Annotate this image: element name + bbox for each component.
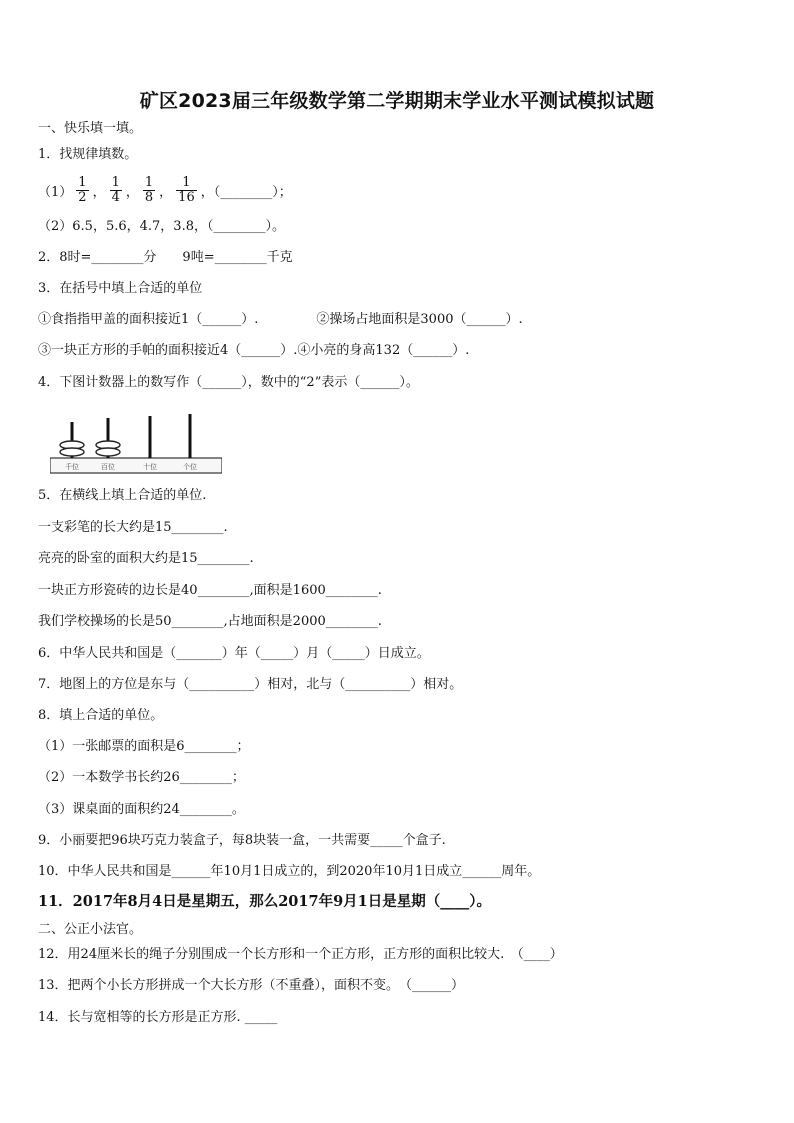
question-3-item-d: ④小亮的身高132（______）. <box>297 343 470 358</box>
question-3-row-2 <box>38 342 469 360</box>
fraction: $\frac{1}{4}$ <box>111 174 120 205</box>
svg-text:个位: 个位 <box>183 463 197 471</box>
question-3-item-a: ①食指指甲盖的面积接近1（______）. <box>38 312 259 327</box>
question-4: 4．下图计数器上的数写作（______），数中的“2”表示（______）。 <box>38 375 419 390</box>
fraction: $\frac{1}{16}$ <box>178 174 195 205</box>
question-13: 13．把两个小长方形拼成一个大长方形（不重叠），面积不变。 （______） <box>38 978 465 993</box>
question-8-part-3: （3）课桌面的面积约24________。 <box>38 802 245 817</box>
question-5-item-a: 一支彩笔的长大约是15________. <box>38 520 228 535</box>
question-12: 12．用24厘米长的绳子分别围成一个长方形和一个正方形，正方形的面积比较大. （____） <box>38 947 563 962</box>
question-2: 2．8时=________分 9吨=________千克 <box>38 250 293 265</box>
question-14: 14．长与宽相等的长方形是正方形. _____ <box>38 1010 278 1025</box>
question-3-item-b: ②操场占地面积是3000（______）. <box>316 312 523 327</box>
question-3-item-c: ③一块正方形的手帕的面积接近4（______）. <box>38 343 298 358</box>
question-7: 7．地图上的方位是东与（__________）相对，北与（__________）相对。 <box>38 677 463 692</box>
question-8: 8．填上合适的单位。 <box>38 708 164 723</box>
question-8-part-2: （2）一本数学书长约26________； <box>38 770 245 785</box>
part-label: （1） <box>38 184 73 200</box>
fraction: $\frac{1}{8}$ <box>144 174 154 205</box>
answer-blank: ，（________）； <box>200 184 292 200</box>
question-8-part-1: （1）一张邮票的面积是6________； <box>38 739 250 754</box>
question-1-part-2: （2）6.5，5.6，4.7，3.8，（________）。 <box>38 219 285 234</box>
svg-text:千位: 千位 <box>65 463 79 471</box>
fraction: $\frac{1}{2}$ <box>78 174 87 205</box>
section-heading-2: 二、公正小法官。 <box>38 922 143 937</box>
question-3-row-1 <box>38 311 523 329</box>
svg-text:十位: 十位 <box>143 463 157 471</box>
question-1-part-1: （1） $\frac{1}{2}$ ， $\frac{1}{4}$ ， $\frac{1}{8}$ ， $\frac{1}{16}$ ，（________）； <box>38 174 292 205</box>
question-3: 3．在括号中填上合适的单位 <box>38 281 203 296</box>
counting-frame-abacus <box>50 412 222 474</box>
question-5-item-c: 一块正方形瓷砖的边长是40________,面积是1600________. <box>38 583 382 598</box>
question-6: 6．中华人民共和国是（_______）年（_____）月（_____）日成立。 <box>38 646 430 661</box>
question-9: 9．小丽要把96块巧克力装盒子，每8块装一盒，一共需要_____个盒子. <box>38 833 446 848</box>
question-5-item-d: 我们学校操场的长是50________,占地面积是2000________. <box>38 614 382 629</box>
svg-text:百位: 百位 <box>101 463 115 471</box>
question-5: 5．在横线上填上合适的单位. <box>38 488 207 503</box>
page-title: 矿区2023届三年级数学第二学期期末学业水平测试模拟试题 <box>139 90 655 112</box>
question-1: 1．找规律填数。 <box>38 147 138 162</box>
question-11: 11．2017年8月4日是星期五，那么2017年9月1日是星期（____）。 <box>38 893 491 910</box>
question-5-item-b: 亮亮的卧室的面积大约是15________. <box>38 551 254 566</box>
section-heading-1: 一、快乐填一填。 <box>38 121 143 136</box>
question-10: 10．中华人民共和国是______年10月1日成立的，到2020年10月1日成立______周年。 <box>38 864 541 879</box>
